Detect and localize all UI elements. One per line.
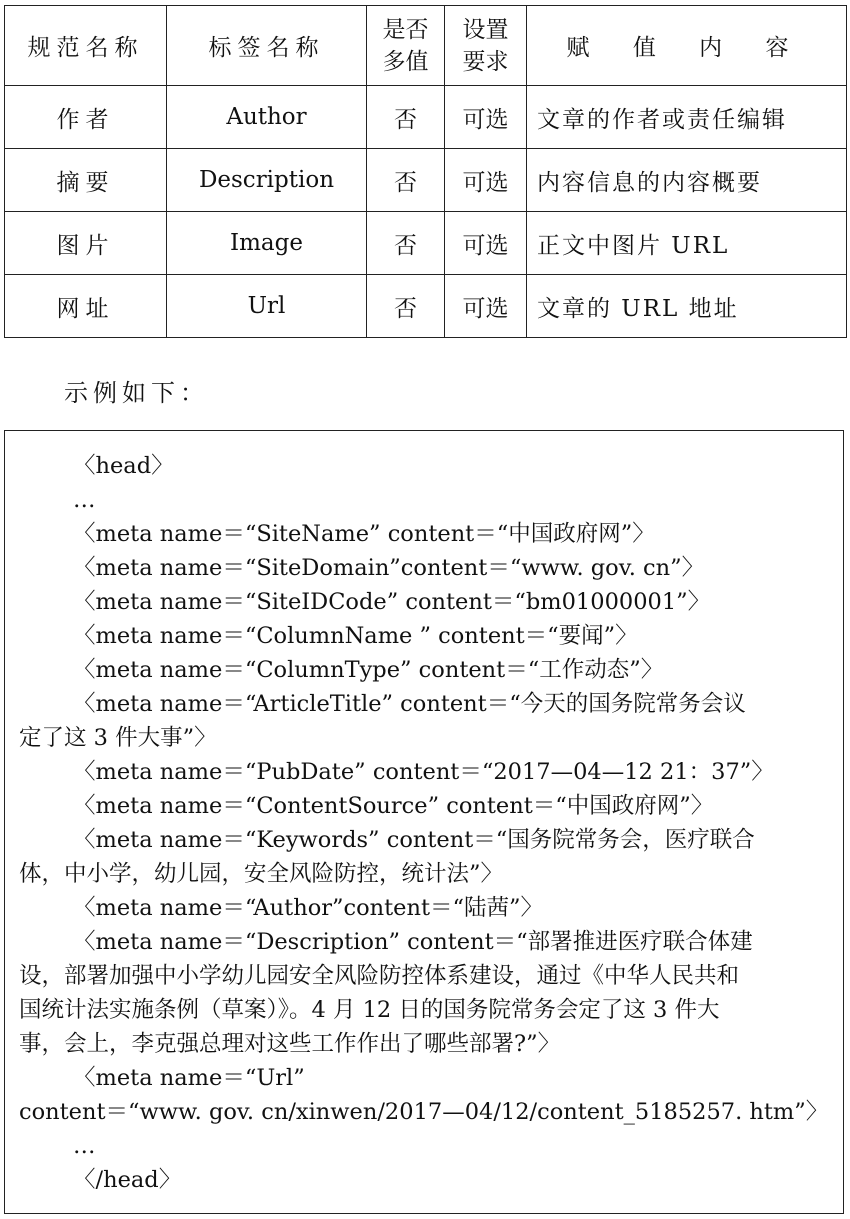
cell-multi: 否 <box>367 149 445 212</box>
code-line: content＝“www. gov. cn/xinwen/2017—04/12/content_5185257. htm”〉 <box>19 1099 829 1125</box>
cell-tag: Description <box>167 149 367 212</box>
code-line: 〈meta name＝“Keywords” content＝“国务院常务会，医疗联合 <box>73 827 755 853</box>
code-line: 〈meta name＝“ContentSource” content＝“中国政府网”〉 <box>73 793 714 819</box>
code-example-box <box>4 430 844 1214</box>
table-row <box>5 275 847 338</box>
table-header-row <box>5 6 847 86</box>
cell-tag: Author <box>167 86 367 149</box>
cell-content: 文章的作者或责任编辑 <box>527 86 847 149</box>
code-line: 〈head〉 <box>73 453 174 479</box>
header-multi-value <box>367 6 445 86</box>
table-row <box>5 86 847 149</box>
code-line: 〈/head〉 <box>73 1167 182 1193</box>
cell-content: 正文中图片 URL <box>527 212 847 275</box>
code-line: 〈meta name＝“SiteDomain”content＝“www. gov. cn”〉 <box>73 555 705 581</box>
cell-req: 可选 <box>445 275 527 338</box>
code-line: 〈meta name＝“ArticleTitle” content＝“今天的国务院常务会议 <box>73 691 746 717</box>
cell-multi: 否 <box>367 212 445 275</box>
table-row <box>5 212 847 275</box>
header-req-line1: 设置 <box>462 16 509 43</box>
code-line: 国统计法实施条例（草案）》。4 月 12 日的国务院常务会定了这 3 件大 <box>19 997 720 1023</box>
code-line: 〈meta name＝“ColumnName ” content＝“要闻”〉 <box>73 623 638 649</box>
table-row <box>5 149 847 212</box>
header-tag-name: 标签名称 <box>167 6 367 86</box>
cell-content: 文章的 URL 地址 <box>527 275 847 338</box>
header-value-content: 赋 值 内 容 <box>527 6 847 86</box>
cell-req: 可选 <box>445 149 527 212</box>
code-line: 〈meta name＝“Author”content＝“陆茜”〉 <box>73 895 544 921</box>
code-line: 定了这 3 件大事”〉 <box>19 725 217 751</box>
header-multi-line1: 是否 <box>382 16 429 43</box>
code-line: 〈meta name＝“Description” content＝“部署推进医疗联合体建 <box>73 929 753 955</box>
cell-req: 可选 <box>445 212 527 275</box>
code-lines <box>19 449 839 1197</box>
code-line: 事，会上，李克强总理对这些工作作出了哪些部署?”〉 <box>19 1031 561 1057</box>
cell-spec: 摘要 <box>5 149 167 212</box>
code-line: 设，部署加强中小学幼儿园安全风险防控体系建设，通过《中华人民共和 <box>19 963 740 989</box>
code-line: 〈meta name＝“PubDate” content＝“2017—04—12 21：37”〉 <box>73 759 774 785</box>
example-intro-text: 示例如下： <box>64 379 209 407</box>
cell-content: 内容信息的内容概要 <box>527 149 847 212</box>
code-line: 〈meta name＝“SiteIDCode” content＝“bm01000001”〉 <box>73 589 711 615</box>
code-line: … <box>73 1133 96 1159</box>
header-spec-name: 规范名称 <box>5 6 167 86</box>
metadata-spec-table <box>4 5 847 338</box>
code-line: 〈meta name＝“Url” <box>73 1065 305 1091</box>
cell-tag: Image <box>167 212 367 275</box>
code-line: 〈meta name＝“SiteName” content＝“中国政府网”〉 <box>73 521 655 547</box>
cell-multi: 否 <box>367 86 445 149</box>
code-line: 〈meta name＝“ColumnType” content＝“工作动态”〉 <box>73 657 664 683</box>
code-line: 体，中小学，幼儿园，安全风险防控，统计法”〉 <box>19 861 504 887</box>
header-requirement <box>445 6 527 86</box>
code-line: … <box>73 487 96 513</box>
cell-spec: 图片 <box>5 212 167 275</box>
cell-multi: 否 <box>367 275 445 338</box>
cell-tag: Url <box>167 275 367 338</box>
header-req-line2: 要求 <box>462 48 509 75</box>
cell-spec: 网址 <box>5 275 167 338</box>
header-multi-line2: 多值 <box>382 48 429 75</box>
cell-req: 可选 <box>445 86 527 149</box>
cell-spec: 作者 <box>5 86 167 149</box>
